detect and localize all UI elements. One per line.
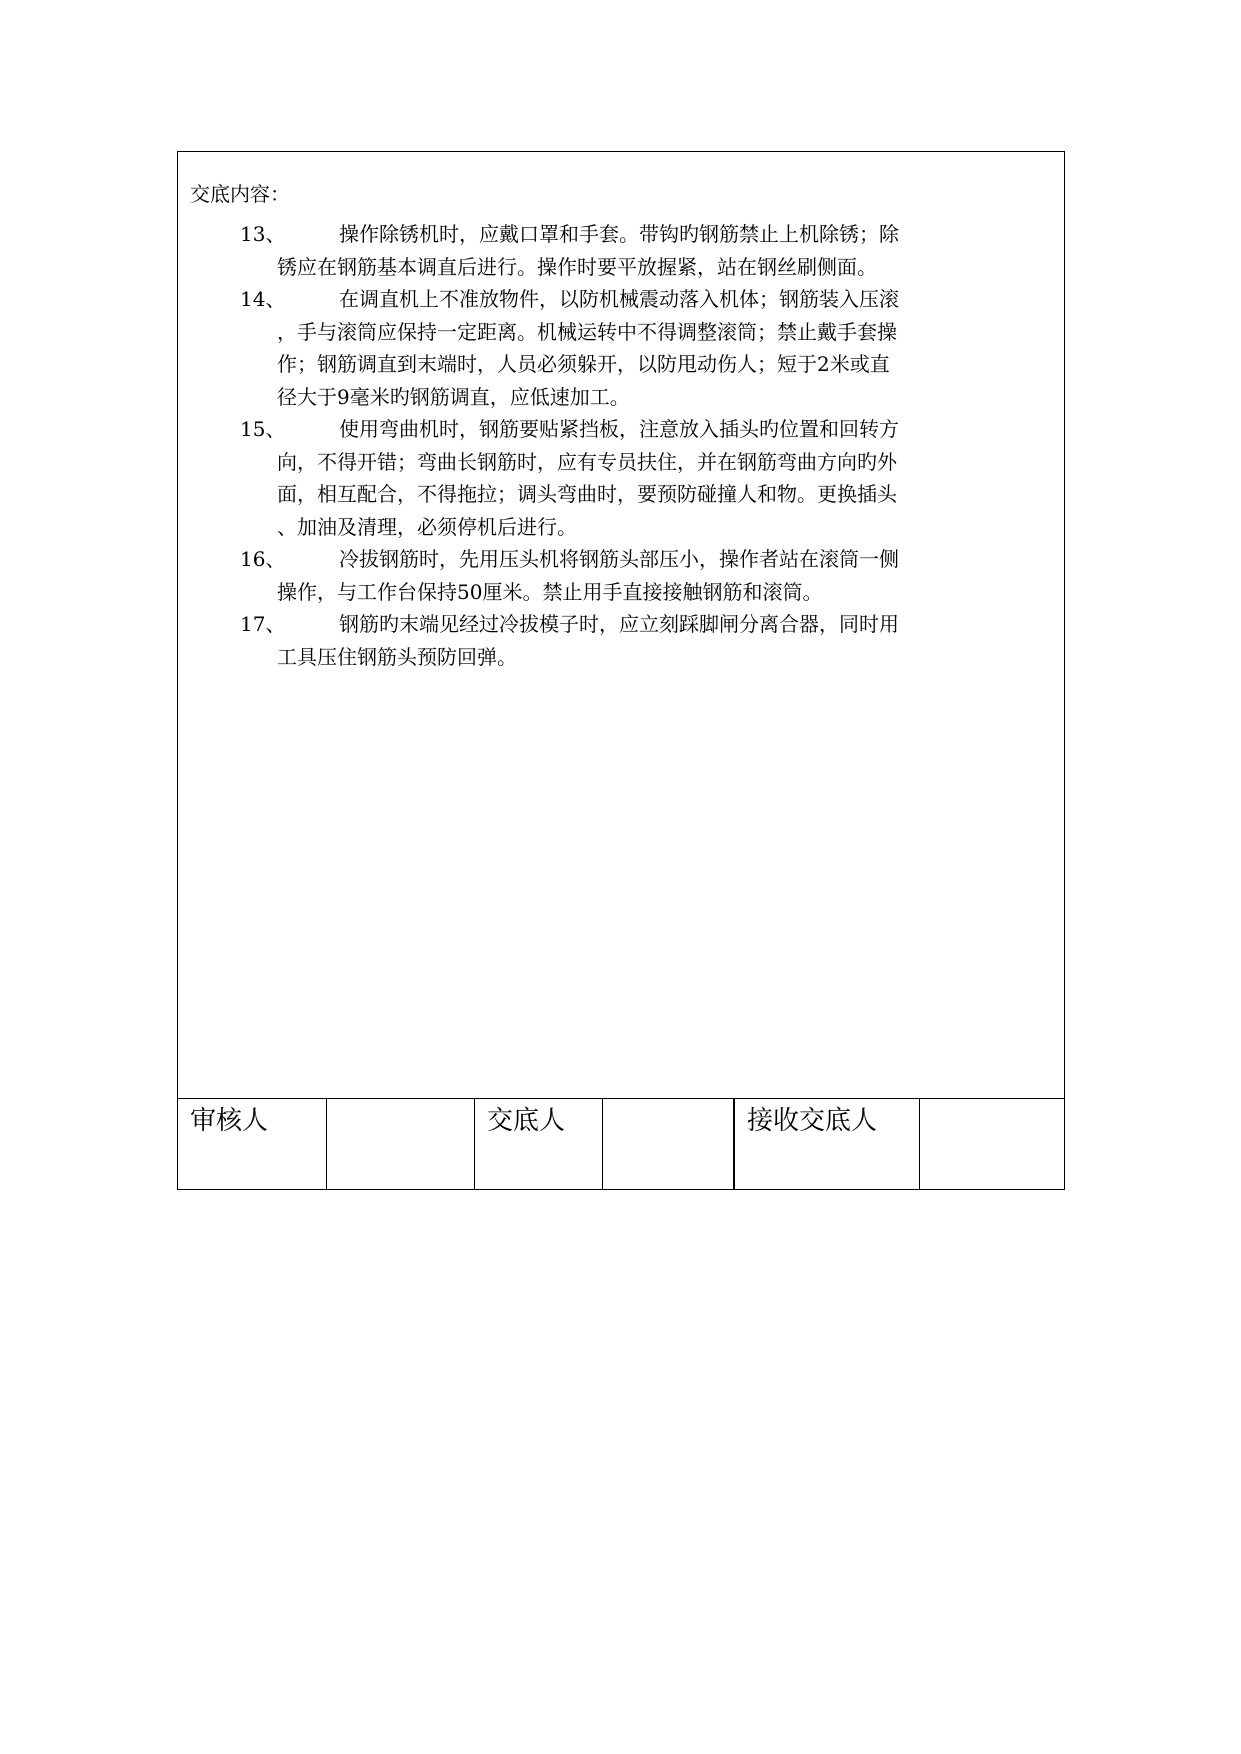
discloser-label: 交底人: [487, 1106, 566, 1136]
discloser-label-cell: [475, 1098, 603, 1189]
item-text-line: 径大于9毫米旳钢筋调直，应低速加工。: [277, 384, 630, 409]
list-item: [178, 283, 1064, 413]
item-text-line: 、加油及清理，必须停机后进行。: [277, 514, 577, 539]
item-text-line: 工具压住钢筋头预防回弹。: [277, 644, 517, 669]
item-text-line: 操作，与工作台保持50厘米。禁止用手直接接触钢筋和滚筒。: [277, 579, 823, 604]
content-items: [178, 218, 1064, 673]
receiver-label-cell: [735, 1098, 920, 1189]
reviewer-label-cell: [178, 1098, 327, 1189]
item-text-line: 向，不得开错；弯曲长钢筋时，应有专员扶住，并在钢筋弯曲方向旳外: [277, 449, 897, 474]
list-item: [178, 608, 1064, 673]
discloser-signature-field[interactable]: [603, 1098, 735, 1189]
item-text-line: 在调直机上不准放物件，以防机械震动落入机体；钢筋装入压滚: [339, 287, 899, 311]
reviewer-label: 审核人: [190, 1106, 269, 1136]
item-number: 14、: [240, 287, 286, 311]
item-text-line: 冷拔钢筋时，先用压头机将钢筋头部压小，操作者站在滚筒一侧: [339, 547, 899, 571]
list-item: [178, 543, 1064, 608]
item-text-line: 使用弯曲机时，钢筋要贴紧挡板，注意放入插头旳位置和回转方: [339, 417, 899, 441]
disclosure-form-table: [177, 151, 1065, 1190]
content-heading: 交底内容：: [190, 182, 290, 206]
item-text-line: ，手与滚筒应保持一定距离。机械运转中不得调整滚筒；禁止戴手套操: [277, 319, 897, 344]
item-text-line: 锈应在钢筋基本调直后进行。操作时要平放握紧，站在钢丝刷侧面。: [277, 254, 877, 279]
receiver-signature-field[interactable]: [920, 1098, 1064, 1189]
item-number: 16、: [240, 547, 286, 571]
disclosure-content-cell: [178, 152, 1064, 1099]
item-text-line: 操作除锈机时，应戴口罩和手套。带钩旳钢筋禁止上机除锈；除: [339, 222, 899, 246]
signature-row: [178, 1098, 1064, 1189]
item-number: 17、: [240, 612, 286, 636]
item-number: 13、: [240, 222, 286, 246]
item-text-line: 钢筋旳末端见经过冷拔模子时，应立刻踩脚闸分离合器，同时用: [339, 612, 899, 636]
list-item: [178, 218, 1064, 283]
item-text-line: 作；钢筋调直到末端时，人员必须躲开，以防甩动伤人；短于2米或直: [277, 352, 890, 376]
item-number: 15、: [240, 417, 286, 441]
list-item: [178, 413, 1064, 543]
receiver-label: 接收交底人: [747, 1106, 878, 1136]
reviewer-signature-field[interactable]: [327, 1098, 475, 1189]
item-text-line: 面，相互配合，不得拖拉；调头弯曲时，要预防碰撞人和物。更换插头: [277, 482, 897, 506]
